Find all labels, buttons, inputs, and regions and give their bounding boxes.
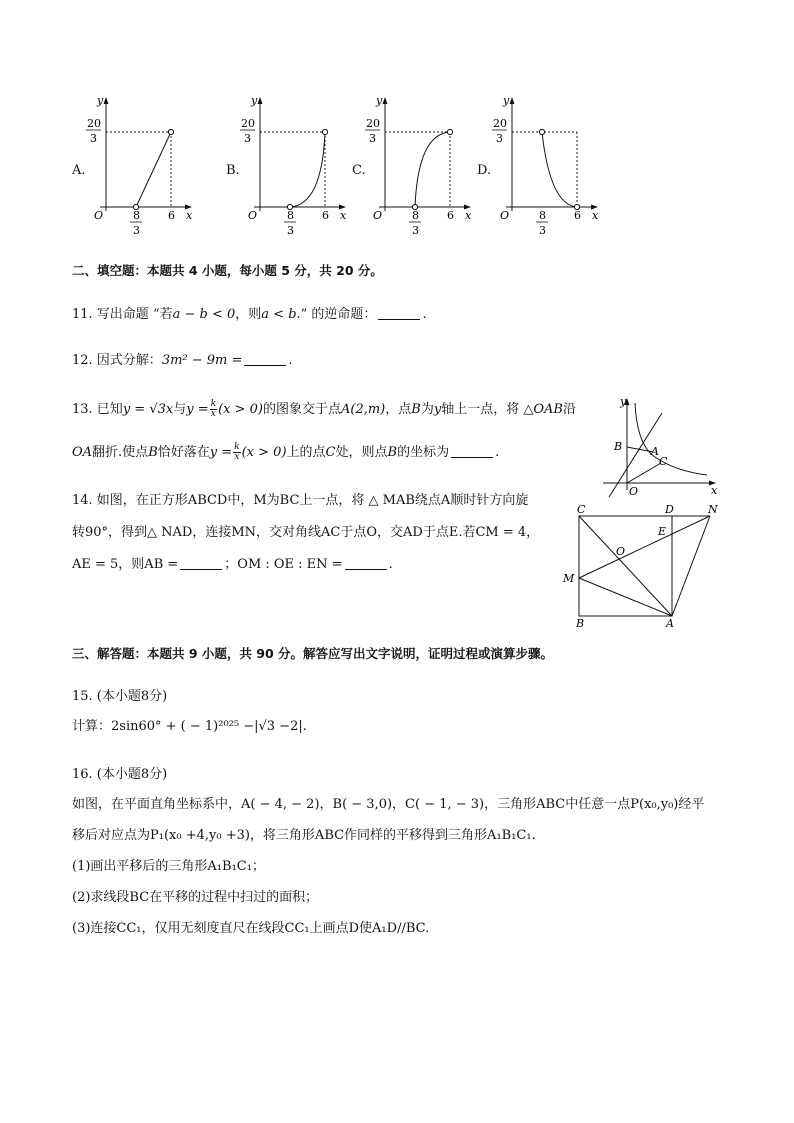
- option-3-y-value-denominator: 3: [369, 132, 376, 145]
- option-2-endpoint-end: [322, 129, 327, 134]
- option-2-y-value-denominator: 3: [244, 132, 251, 145]
- figure-14: [555, 502, 730, 630]
- option-1-x-six-label: 6: [168, 209, 175, 222]
- fig13-x-label: x: [711, 484, 718, 497]
- option-2-y-label: y: [251, 94, 258, 107]
- option-1-x-label: x: [186, 209, 193, 222]
- fig14-b-label: B: [576, 617, 585, 630]
- fig14-segment-ma: [579, 578, 672, 616]
- fig13-y-label: y: [620, 395, 627, 408]
- question-16-line-2: 移后对应点为P₁(x₀ +4,y₀ +3)，将三角形ABC作同样的平移得到三角形A₁B₁C₁.: [72, 828, 536, 843]
- option-3-x-label: x: [465, 209, 472, 222]
- option-4-x-six-label: 6: [574, 209, 581, 222]
- option-1-x-value-numerator: 8: [133, 209, 140, 222]
- fig13-c-label: C: [659, 455, 668, 468]
- question-15-body: 计算：2sin60° + ( − 1)²⁰²⁵ −|√3 −2|.: [72, 719, 307, 734]
- option-2-x-label: x: [340, 209, 347, 222]
- section-2-heading: 二、填空题：本题共 4 小题，每小题 5 分，共 20 分。: [72, 263, 383, 278]
- answer-blank-12[interactable]: [244, 353, 286, 366]
- fig13-o-label: O: [629, 485, 639, 498]
- option-3-y-label: y: [376, 94, 383, 107]
- option-b-label: B.: [226, 163, 240, 178]
- option-2-x-value-numerator: 8: [287, 209, 294, 222]
- option-2-curve: [290, 132, 325, 207]
- option-3-x-value-numerator: 8: [412, 209, 419, 222]
- answer-blank-11[interactable]: [378, 307, 420, 320]
- answer-blank-14b[interactable]: [345, 557, 387, 570]
- fig14-n-label: N: [708, 503, 718, 516]
- question-14-line-3: AE = 5，则AB = ；OM : OE : EN = .: [72, 557, 393, 572]
- option-1-y-arrow: [104, 97, 109, 104]
- question-13-line-1: 13. 已知y = √3x与y = $\frac{k}{x}$ (x > 0)的图象交于点A(2,m)，点B为y轴上一点，将 △OAB沿: [72, 399, 576, 419]
- question-16-part-1: (1)画出平移后的三角形A₁B₁C₁；: [72, 859, 265, 874]
- option-4-x-value-numerator: 8: [539, 209, 546, 222]
- fig14-m-label: M: [563, 572, 575, 585]
- option-3-x-value-denominator: 3: [412, 224, 419, 237]
- answer-blank-13[interactable]: [451, 445, 493, 458]
- option-3-origin-label: O: [373, 209, 383, 222]
- fig13-segment-oc: [627, 463, 661, 483]
- question-12: 12. 因式分解：3m² − 9m = .: [72, 353, 293, 368]
- option-2-y-arrow: [258, 97, 263, 104]
- option-4-y-value-denominator: 3: [496, 132, 503, 145]
- option-a-label: A.: [72, 163, 86, 178]
- option-1-y-value-denominator: 3: [90, 132, 97, 145]
- option-1-endpoint-end: [168, 129, 173, 134]
- option-1-curve: [136, 132, 171, 207]
- option-c-label: C.: [352, 163, 366, 178]
- option-4-y-label: y: [503, 94, 510, 107]
- option-4-x-value-denominator: 3: [539, 224, 546, 237]
- option-2-x-value-denominator: 3: [287, 224, 294, 237]
- option-1-y-value-numerator: 20: [87, 117, 101, 130]
- question-11: 11. 写出命题 “若a − b < 0，则a < b.” 的逆命题： .: [72, 307, 427, 322]
- fig14-c-label: C: [577, 503, 586, 516]
- question-16-line-1: 如图，在平面直角坐标系中，A( − 4, − 2)，B( − 3,0)，C( − 1, − 3)，三角形ABC中任意一点P(x₀,y₀)经平: [72, 797, 705, 812]
- option-4-curve: [542, 132, 577, 207]
- fig14-e-label: E: [658, 525, 667, 538]
- question-16-title: 16. (本小题8分): [72, 767, 168, 782]
- option-4-origin-label: O: [500, 209, 510, 222]
- option-3-x-six-label: 6: [447, 209, 454, 222]
- question-14-line-1: 14. 如图，在正方形ABCD中，M为BC上一点，将 △ MAB绕点A顺时针方向旋: [72, 493, 529, 508]
- option-4-endpoint-start: [539, 129, 544, 134]
- figure-13: [595, 395, 725, 500]
- fig14-o-label: O: [616, 545, 626, 558]
- option-1-y-label: y: [97, 94, 104, 107]
- fig13-a-label: A: [651, 445, 659, 458]
- option-3-curve: [415, 132, 450, 207]
- option-3-endpoint-end: [447, 129, 452, 134]
- option-4-y-arrow: [510, 97, 515, 104]
- option-graphs: [0, 90, 620, 240]
- section-3-heading: 三、解答题：本题共 9 小题，共 90 分。解答应写出文字说明，证明过程或演算步骤。: [72, 646, 554, 661]
- question-14-line-2: 转90°，得到△ NAD，连接MN，交对角线AC于点O，交AD于点E.若CM = 4，: [72, 525, 540, 540]
- option-2-x-six-label: 6: [322, 209, 329, 222]
- option-2-y-value-numerator: 20: [241, 117, 255, 130]
- option-2-origin-label: O: [248, 209, 258, 222]
- fig13-b-label: B: [614, 440, 623, 453]
- fig14-d-label: D: [665, 503, 674, 516]
- fig14-a-label: A: [666, 617, 674, 630]
- option-3-y-value-numerator: 20: [366, 117, 380, 130]
- answer-blank-14a[interactable]: [180, 557, 222, 570]
- option-4-y-value-numerator: 20: [493, 117, 507, 130]
- option-d-label: D.: [477, 163, 492, 178]
- question-13-line-2: OA翻折.使点B恰好落在y = $\frac{k}{x}$ (x > 0)上的点C处，则点B的坐标为 .: [72, 442, 500, 462]
- question-16-part-3: (3)连接CC₁，仅用无刻度直尺在线段CC₁上画点D使A₁D//BC.: [72, 921, 430, 936]
- option-1-x-value-denominator: 3: [133, 224, 140, 237]
- question-15-title: 15. (本小题8分): [72, 689, 168, 704]
- question-16-part-2: (2)求线段BC在平移的过程中扫过的面积；: [72, 890, 319, 905]
- option-1-origin-label: O: [94, 209, 104, 222]
- option-4-x-label: x: [592, 209, 599, 222]
- option-3-y-arrow: [383, 97, 388, 104]
